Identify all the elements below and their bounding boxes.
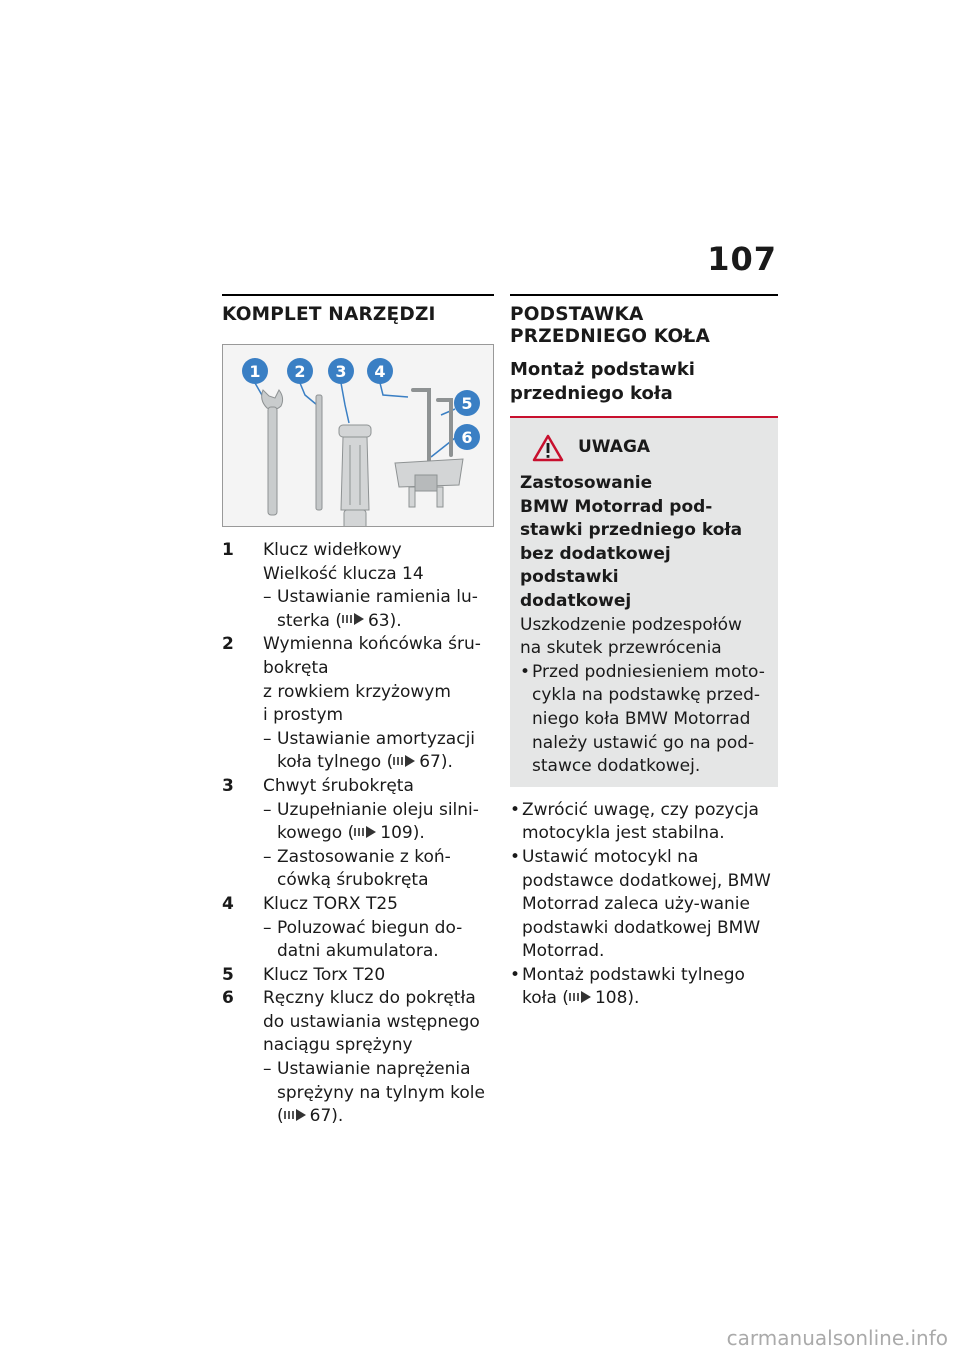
- instruction-text: Montaż podstawki tylnego koła (: [522, 964, 745, 1009]
- tool-item-number: 3: [222, 775, 234, 796]
- tool-item-line: Wymienna końcówka śru-bokręta: [263, 634, 481, 678]
- subheading-front-stand-mounting: Montaż podstawki przedniego koła: [510, 359, 695, 404]
- sub-item-text: Ustawianie ramienia lu-sterka: [277, 587, 478, 631]
- page-ref[interactable]: 67).: [419, 752, 453, 773]
- instruction-text: Ustawić motocykl na podstawce dodatkowej, BMW Motorrad zaleca uży-wanie podstawki dodatkowej BMW Motorrad.: [522, 846, 771, 962]
- sub-item: – Ustawianie ramienia lu-sterka ( 63).: [263, 587, 478, 631]
- tool-list: [222, 539, 494, 1129]
- torx-t25-key: [413, 390, 429, 463]
- page-ref[interactable]: 67).: [309, 1106, 344, 1127]
- callout-2: [287, 358, 313, 384]
- spring-preload-tool: [395, 459, 463, 507]
- tool-item-number: 5: [222, 964, 234, 985]
- warning-bold-line: bez dodatkowej podstawki: [520, 543, 671, 588]
- sub-item-text: Ustawianie naprężenia sprężyny na tylnym kole: [277, 1059, 485, 1103]
- page-ref[interactable]: 108).: [594, 988, 640, 1009]
- tool-item-number: 6: [222, 988, 234, 1009]
- tool-item-line: Klucz widełkowy: [263, 540, 402, 560]
- sub-item: – Uzupełnianie oleju silni-kowego ( 109).: [263, 799, 479, 844]
- screwdriver-bit: [316, 395, 322, 510]
- callout-3: [328, 358, 354, 384]
- page-ref[interactable]: 63).: [367, 610, 402, 631]
- instruction-text: Zwrócić uwagę, czy pozycja motocykla jest stabilna.: [522, 799, 759, 844]
- warning-bold-line: stawki przedniego koła: [520, 520, 743, 541]
- right-column: [510, 294, 778, 1011]
- page-ref-arrow-icon: [354, 826, 376, 838]
- warning-title: UWAGA: [578, 437, 651, 458]
- tool-kit-figure: [222, 344, 494, 527]
- sub-item-text: Uzupełnianie oleju silni-kowego: [277, 799, 479, 844]
- callout-2-label: 2: [294, 362, 306, 381]
- tool-item: [222, 633, 494, 775]
- warning-triangle-icon: [532, 434, 564, 462]
- callout-6: [454, 424, 480, 450]
- tool-item-line: Chwyt śrubokręta: [263, 775, 414, 796]
- tool-item-number: 4: [222, 893, 234, 914]
- tool-item-line: Wielkość klucza 14: [263, 563, 424, 584]
- tool-item-number: 2: [222, 634, 234, 655]
- tool-item: [222, 964, 494, 988]
- callout-3-label: 3: [335, 362, 347, 381]
- sub-item: – Zastosowanie z koń-cówką śrubokręta: [263, 846, 494, 893]
- callout-1: [242, 358, 268, 384]
- sub-item-text: Poluzować biegun do-datni akumulatora.: [277, 917, 463, 962]
- tool-item: [222, 775, 494, 893]
- screwdriver-handle: [339, 425, 371, 526]
- tool-item: [222, 539, 494, 633]
- page-ref-arrow-icon: [569, 991, 591, 1003]
- sub-item: – Poluzować biegun do-datni akumulatora.: [263, 917, 494, 964]
- warning-bullet: • Przed podniesieniem moto-cykla na podstawkę przed-niego koła BMW Motorrad należy ustawić go na pod-stawce dodatkowej.: [520, 661, 768, 779]
- section-heading-front-stand: PODSTAWKA PRZEDNIEGO KOŁA: [510, 304, 710, 347]
- callout-6-label: 6: [461, 428, 473, 447]
- warning-bold-line: Zastosowanie: [520, 473, 653, 493]
- tool-item-line: Klucz TORX T25: [263, 893, 398, 914]
- page-ref-arrow-icon: [393, 755, 415, 767]
- sub-item-text: Ustawianie amortyzacji koła tylnego: [277, 728, 476, 773]
- page-ref-arrow-icon: [284, 1109, 306, 1121]
- callout-5: [454, 390, 480, 416]
- instruction-item: • Montaż podstawki tylnego koła ( 108).: [510, 964, 745, 1009]
- instruction-item: • Zwrócić uwagę, czy pozycja motocykla jest stabilna.: [510, 799, 778, 846]
- sub-item: – Ustawianie amortyzacji koła tylnego ( 67).: [263, 728, 476, 773]
- section-heading-tool-kit: KOMPLET NARZĘDZI: [222, 304, 436, 325]
- tool-item-line: Klucz Torx T20: [263, 964, 386, 985]
- tool-item: [222, 987, 494, 1129]
- tool-item-line: z rowkiem krzyżowym: [263, 681, 451, 702]
- callout-4-label: 4: [374, 362, 386, 381]
- open-end-wrench: [262, 390, 283, 515]
- tool-item-line: Ręczny klucz do pokrętła: [263, 988, 476, 1009]
- instruction-list: [510, 799, 778, 1011]
- warning-bold-line: dodatkowej: [520, 590, 632, 611]
- sub-item-text: Zastosowanie z koń-cówką śrubokręta: [277, 846, 451, 891]
- warning-text: Uszkodzenie podzespołów na skutek przewrócenia: [520, 614, 742, 659]
- page-ref-arrow-icon: [342, 613, 364, 625]
- sub-item: – Ustawianie naprężenia sprężyny na tylnym kole ( 67).: [263, 1059, 485, 1127]
- tool-item-number: 1: [222, 540, 234, 560]
- page-number: 107: [707, 240, 777, 278]
- tool-item-line: naciągu sprężyny: [263, 1035, 413, 1056]
- left-column: [222, 294, 494, 1129]
- callout-5-label: 5: [461, 394, 473, 413]
- tool-kit-illustration: [223, 345, 493, 526]
- warning-bold-line: BMW Motorrad pod-: [520, 496, 713, 517]
- tool-item-line: do ustawiania wstępnego: [263, 1011, 480, 1032]
- watermark[interactable]: carmanualsonline.info: [726, 1326, 948, 1350]
- warning-bullet-text: Przed podniesieniem moto-cykla na podstawkę przed-niego koła BMW Motorrad należy ustawić go na pod-stawce dodatkowej.: [532, 661, 765, 777]
- tool-item: [222, 893, 494, 964]
- callout-4: [367, 358, 393, 384]
- tool-item-line: i prostym: [263, 705, 344, 726]
- page-ref[interactable]: 109).: [380, 823, 425, 844]
- warning-box: [510, 418, 778, 787]
- callout-1-label: 1: [249, 362, 261, 381]
- instruction-item: • Ustawić motocykl na podstawce dodatkowej, BMW Motorrad zaleca uży-wanie podstawki dodatkowej BMW Motorrad.: [510, 846, 778, 964]
